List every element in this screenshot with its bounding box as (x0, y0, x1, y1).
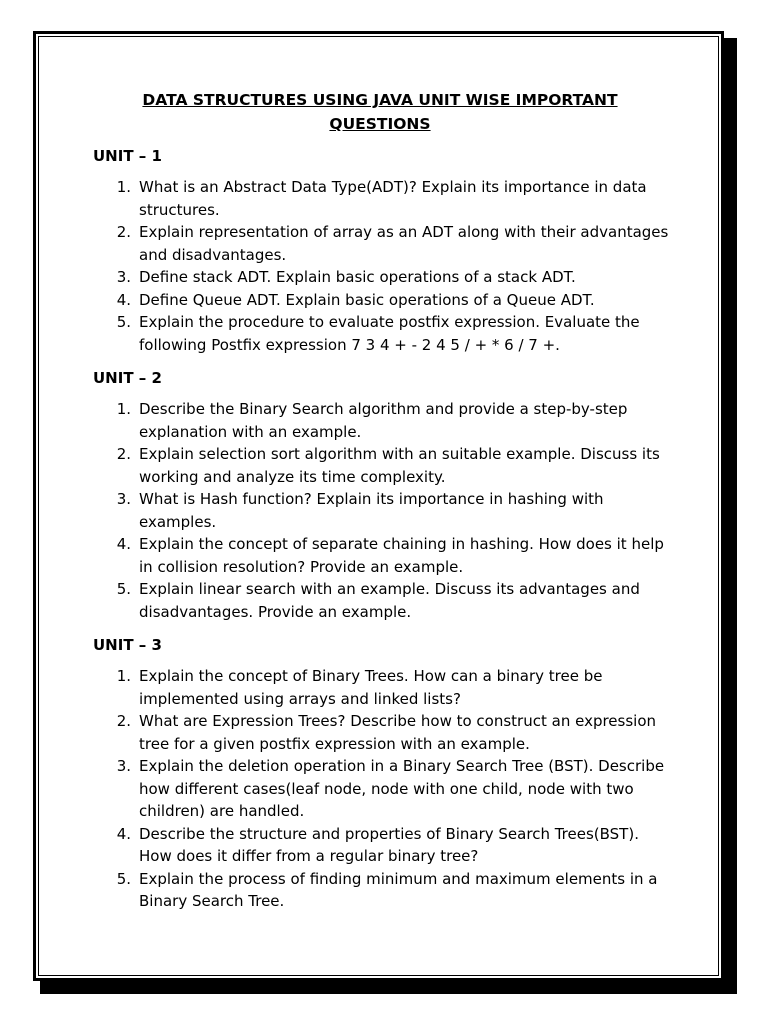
list-item (93, 868, 673, 913)
question-number: 1. (116, 667, 131, 685)
list-item (93, 755, 673, 823)
question-text: What is an Abstract Data Type(ADT)? Explain its importance in data structures. (139, 178, 647, 219)
list-item (93, 578, 673, 623)
list-item (93, 710, 673, 755)
title-line-2: QUESTIONS (329, 115, 431, 133)
question-number: 5. (116, 313, 131, 331)
question-text: Define Queue ADT. Explain basic operations of a Queue ADT. (139, 290, 595, 309)
question-number: 5. (116, 869, 131, 888)
question-text: Explain selection sort algorithm with an suitable example. Discuss its working and analyze its time complexity. (139, 445, 660, 486)
question-text: Define stack ADT. Explain basic operations of a stack ADT. (139, 268, 576, 286)
question-number: 4. (116, 535, 131, 553)
list-item (93, 311, 673, 356)
question-text: Explain linear search with an example. Discuss its advantages and disadvantages. Provide an example. (139, 580, 640, 621)
question-number: 3. (116, 490, 131, 508)
question-number: 4. (116, 824, 131, 843)
unit-2-heading: UNIT – 2 (93, 369, 162, 387)
question-text: Describe the structure and properties of Binary Search Trees(BST). How does it differ from a regular binary tree? (139, 824, 639, 865)
list-item (93, 665, 673, 710)
list-item (93, 443, 673, 488)
question-text: Explain the deletion operation in a Binary Search Tree (BST). Describe how different cases(leaf node, node with one child, node with two children) are handled. (139, 757, 665, 820)
question-text: What are Expression Trees? Describe how to construct an expression tree for a given postfix expression with an example. (139, 712, 657, 753)
list-item (93, 823, 673, 868)
question-number: 1. (116, 178, 131, 196)
question-number: 4. (116, 290, 131, 309)
unit-3-section (93, 635, 673, 913)
question-number: 3. (116, 268, 131, 286)
unit-1-section (93, 146, 673, 356)
question-text: Explain the concept of Binary Trees. How can a binary tree be implemented using arrays and linked lists? (139, 667, 603, 708)
question-number: 3. (116, 757, 131, 775)
question-number: 2. (116, 223, 131, 241)
question-number: 1. (116, 400, 131, 418)
question-text: Explain the procedure to evaluate postfix expression. Evaluate the following Postfix expression 7 3 4 + - 2 4 5 / + * 6 / 7 +. (139, 313, 640, 354)
list-item (93, 533, 673, 578)
unit-2-question-list (93, 398, 673, 623)
list-item (93, 221, 673, 266)
list-item (93, 266, 673, 289)
question-number: 5. (116, 580, 131, 598)
list-item (93, 488, 673, 533)
unit-3-question-list (93, 665, 673, 913)
unit-1-heading: UNIT – 1 (93, 147, 162, 165)
document-title (93, 88, 667, 136)
question-text: What is Hash function? Explain its importance in hashing with examples. (139, 490, 604, 531)
question-text: Describe the Binary Search algorithm and provide a step-by-step explanation with an example. (139, 400, 628, 441)
question-text: Explain representation of array as an ADT along with their advantages and disadvantages. (139, 223, 669, 264)
document-body (93, 88, 673, 913)
title-line-1: DATA STRUCTURES USING JAVA UNIT WISE IMPORTANT (142, 91, 618, 109)
question-number: 2. (116, 712, 131, 730)
list-item (93, 289, 673, 312)
unit-2-section (93, 368, 673, 623)
question-text: Explain the process of finding minimum and maximum elements in a Binary Search Tree. (139, 869, 658, 910)
question-number: 2. (116, 445, 131, 463)
question-text: Explain the concept of separate chaining in hashing. How does it help in collision resolution? Provide an example. (139, 535, 664, 576)
list-item (93, 176, 673, 221)
list-item (93, 398, 673, 443)
unit-3-heading: UNIT – 3 (93, 636, 162, 654)
unit-1-question-list (93, 176, 673, 356)
